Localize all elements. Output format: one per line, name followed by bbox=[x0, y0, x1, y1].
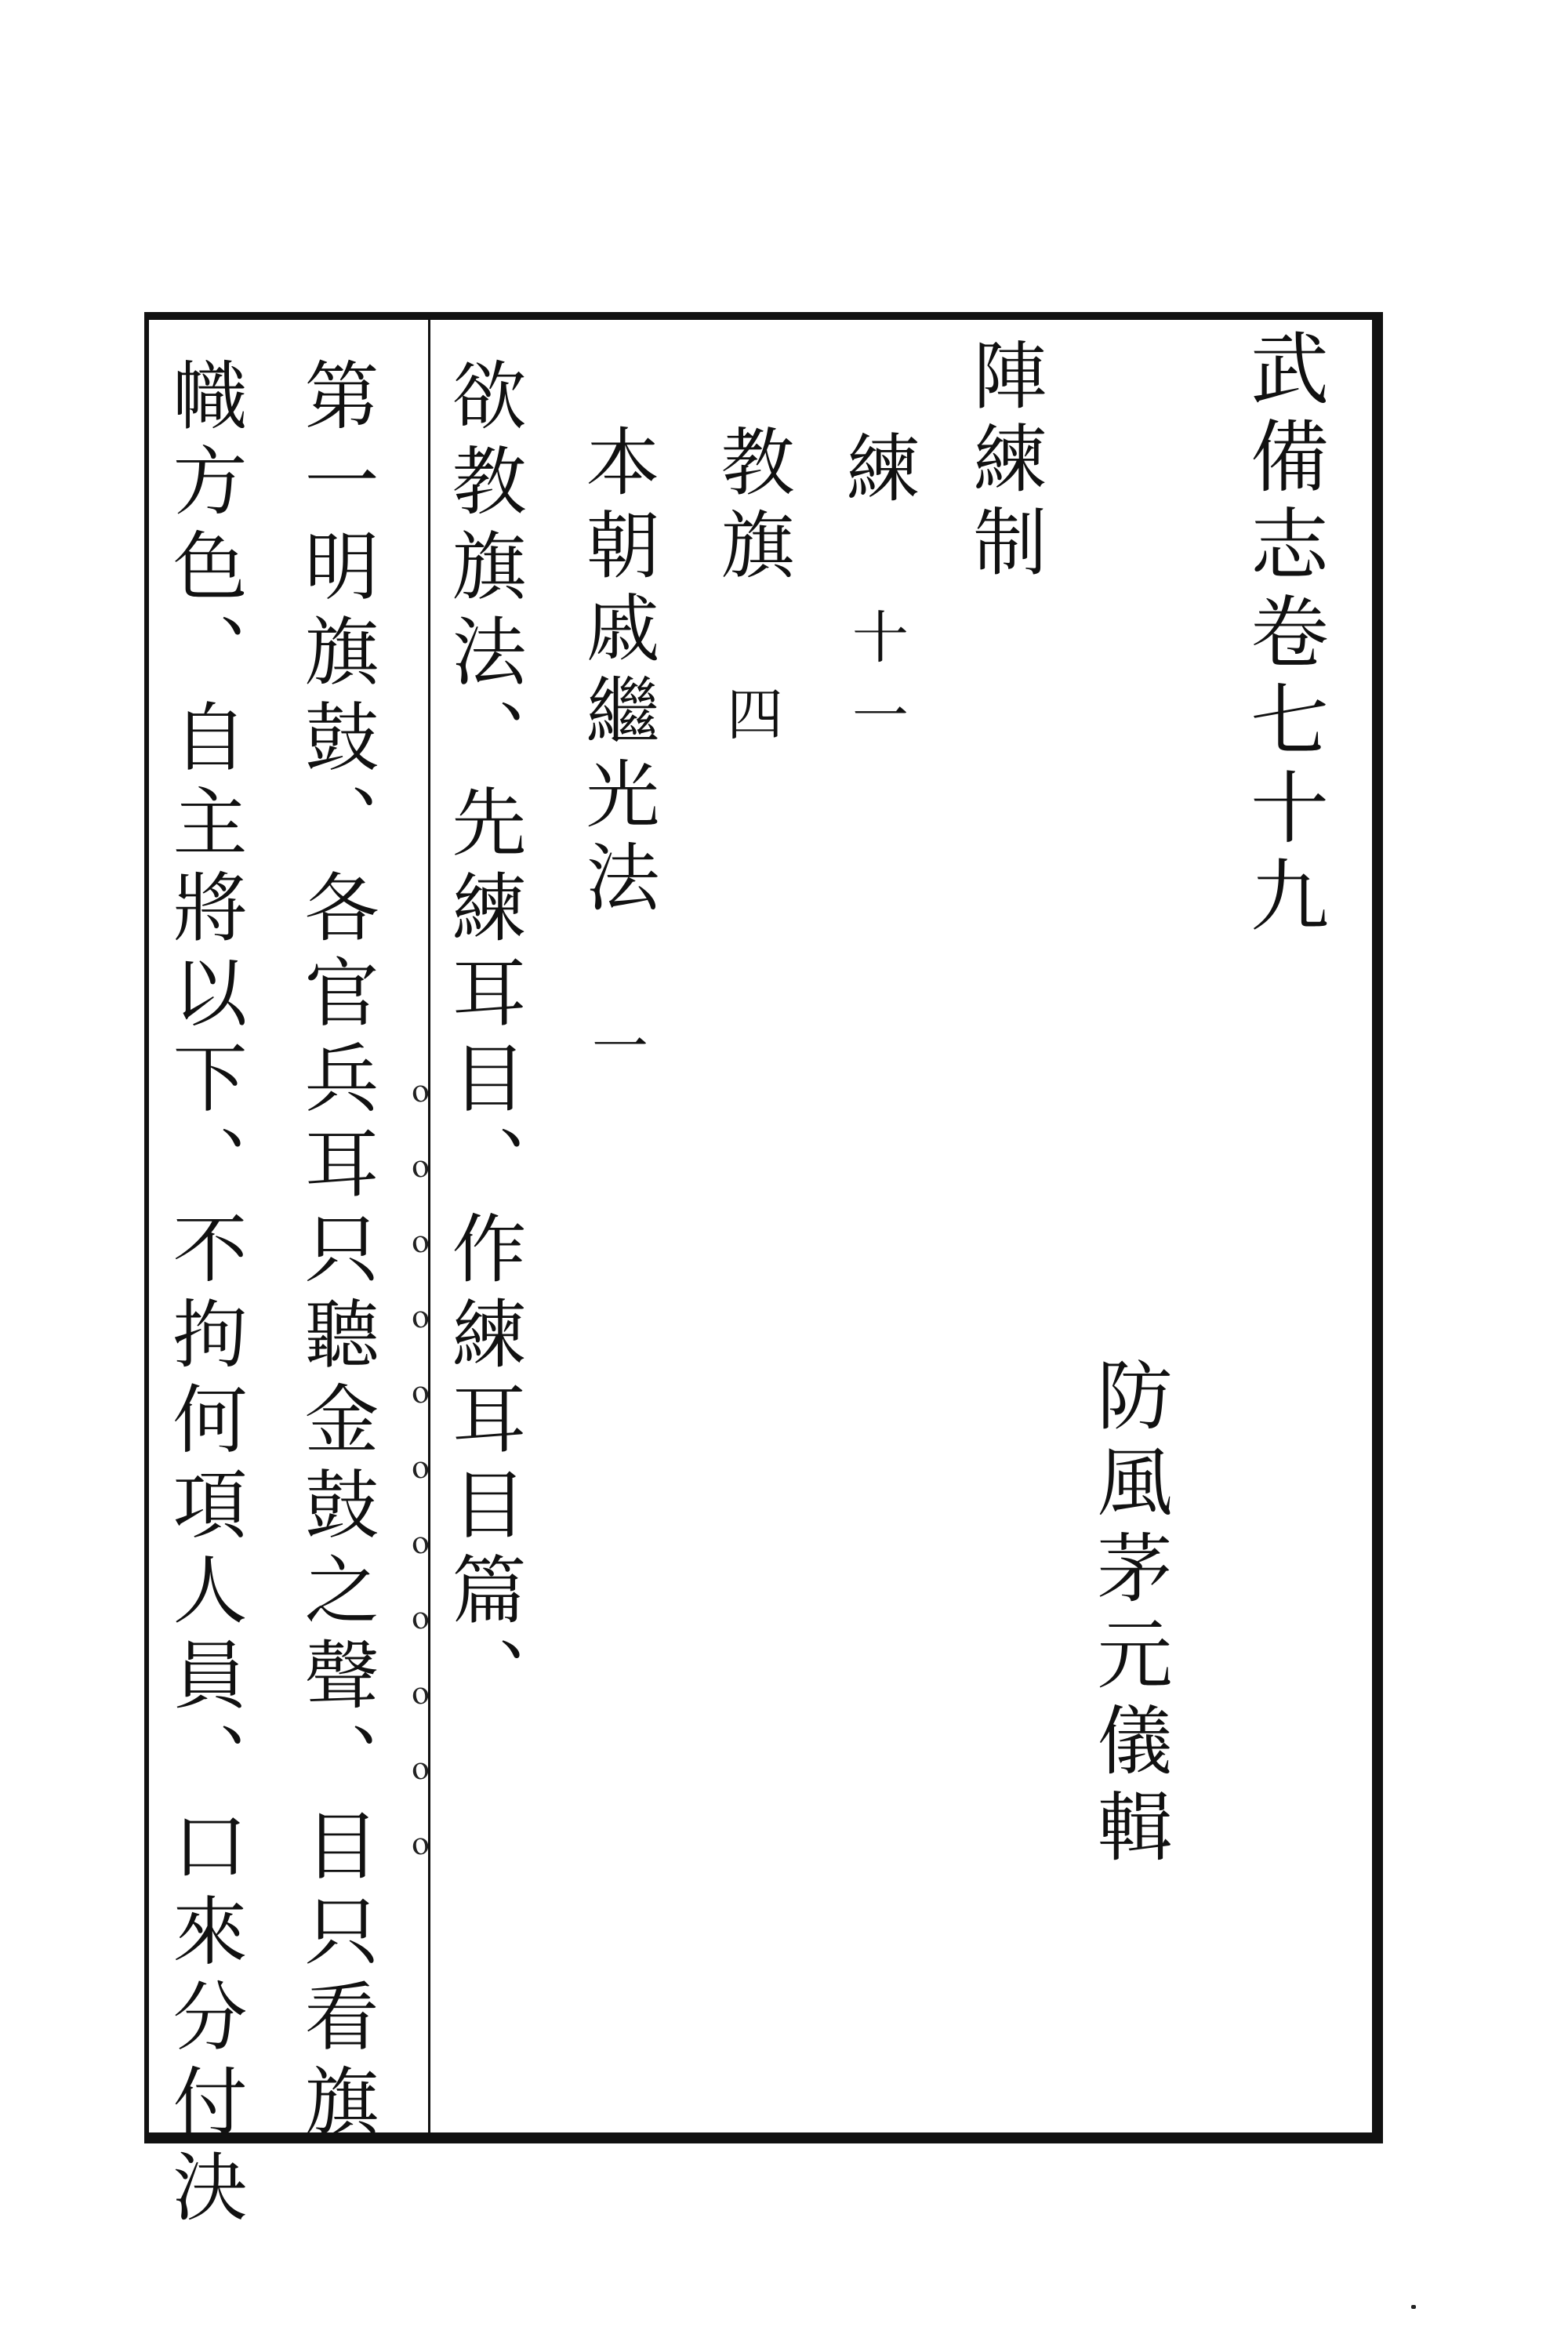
body-column-1: 欲教旗法、先練耳目、作練耳目篇、 bbox=[440, 357, 526, 1722]
emphasis-circle-marks: ⲟⲟⲟⲟⲟⲟⲟⲟⲟⲟⲟ bbox=[401, 1074, 441, 1902]
heading-number: 一 bbox=[583, 1017, 648, 1083]
volume-title: 武備志卷七十九 bbox=[1237, 328, 1329, 942]
heading-text: 練 bbox=[833, 430, 919, 513]
heading-text: 陣練制 bbox=[960, 337, 1046, 586]
heading-text: 本朝戚繼光法 bbox=[573, 423, 659, 922]
heading-number: 四 bbox=[717, 684, 783, 750]
body-column-2: 第一明旗鼓、各官兵耳只聽金鼓之聲、目只看旗 bbox=[292, 357, 379, 2148]
body-column-3: 幟方色、自主將以下、不拘何項人員、口來分付決 bbox=[161, 357, 247, 2234]
scan-speck bbox=[1411, 2305, 1416, 2309]
heading-lian bbox=[833, 430, 919, 764]
author-line: 防風茅元儀輯 bbox=[1085, 1356, 1173, 1874]
heading-number: 十一 bbox=[843, 608, 909, 764]
heading-jiao-qi bbox=[708, 423, 793, 750]
heading-text: 教旗 bbox=[708, 423, 793, 590]
heading-qi-jiguang-fa bbox=[573, 423, 659, 1083]
heading-chen-lian-zhi bbox=[960, 337, 1046, 586]
